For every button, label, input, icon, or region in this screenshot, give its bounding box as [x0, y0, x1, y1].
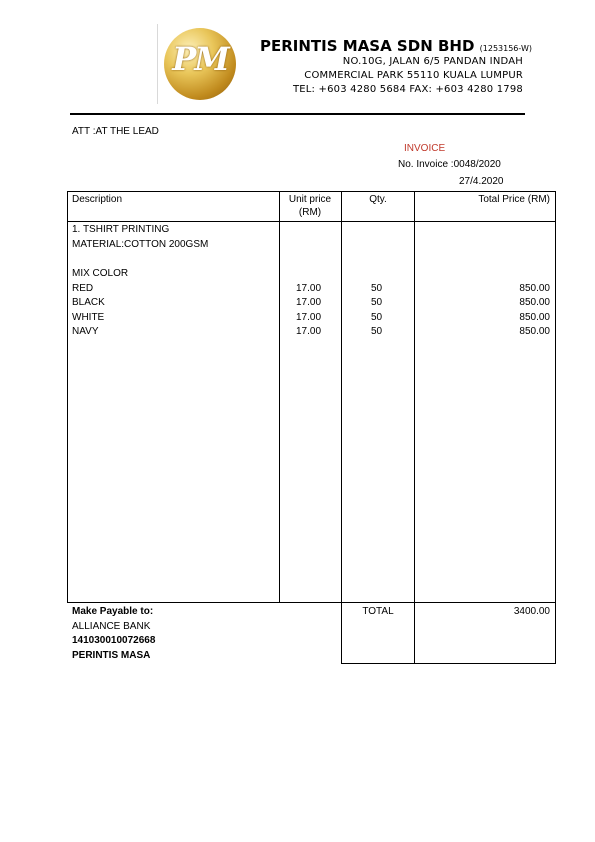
header-unit-price	[279, 194, 341, 218]
make-payable-label: Make Payable to:	[72, 606, 154, 617]
total-amount: 3400.00	[513, 606, 550, 617]
attention-line: ATT :AT THE LEAD	[72, 126, 159, 137]
row-qty: 50	[371, 297, 383, 308]
company-registration: (1253156-W)	[479, 44, 532, 53]
invoice-number: No. Invoice :0048/2020	[398, 159, 501, 170]
row-unit-price: 17.00	[296, 326, 322, 337]
row-description: RED	[72, 283, 94, 294]
company-name-text: PERINTIS MASA SDN BHD	[260, 37, 475, 55]
company-name	[260, 37, 532, 55]
header-total-price: Total Price (RM)	[478, 194, 550, 205]
row-total: 850.00	[519, 283, 550, 294]
row-unit-price: 17.00	[296, 297, 322, 308]
row-description: WHITE	[72, 312, 105, 323]
row-total: 850.00	[519, 297, 550, 308]
item-material: MATERIAL:COTTON 200GSM	[72, 239, 209, 250]
header-qty: Qty.	[369, 194, 387, 205]
row-total: 850.00	[519, 326, 550, 337]
row-qty: 50	[371, 283, 383, 294]
account-number: 14103001007266​8	[72, 635, 156, 646]
item-title: 1. TSHIRT PRINTING	[72, 224, 170, 235]
items-table	[67, 191, 556, 603]
invoice-title: INVOICE	[404, 143, 446, 154]
row-unit-price: 17.00	[296, 312, 322, 323]
row-qty: 50	[371, 312, 383, 323]
header-divider	[70, 113, 525, 115]
item-mix-color: MIX COLOR	[72, 268, 129, 279]
contact-line: TEL: +603 4280 5684 FAX: +603 4280 1798	[292, 84, 523, 95]
address-line-2: COMMERCIAL PARK 55110 KUALA LUMPUR	[304, 70, 523, 81]
col-divider-3	[414, 191, 415, 603]
address-line-1: NO.10G, JALAN 6/5 PANDAN INDAH	[342, 56, 523, 67]
invoice-date: 27/4.2020	[459, 176, 504, 187]
row-qty: 50	[371, 326, 383, 337]
header-description: Description	[72, 194, 123, 205]
col-divider-1	[279, 191, 280, 603]
payee-name: PERINTIS MASA	[72, 650, 151, 661]
row-unit-price: 17.00	[296, 283, 322, 294]
row-description: BLACK	[72, 297, 105, 308]
row-description: NAVY	[72, 326, 99, 337]
logo-monogram: PM	[172, 40, 228, 78]
row-total: 850.00	[519, 312, 550, 323]
total-label: TOTAL	[362, 606, 394, 617]
col-divider-2	[341, 191, 342, 603]
bank-name: ALLIANCE BANK	[72, 621, 151, 632]
header-unit-price-line1: Unit price	[288, 194, 332, 205]
header-unit-price-line2: (RM)	[298, 207, 322, 218]
header-row-divider	[67, 221, 556, 222]
